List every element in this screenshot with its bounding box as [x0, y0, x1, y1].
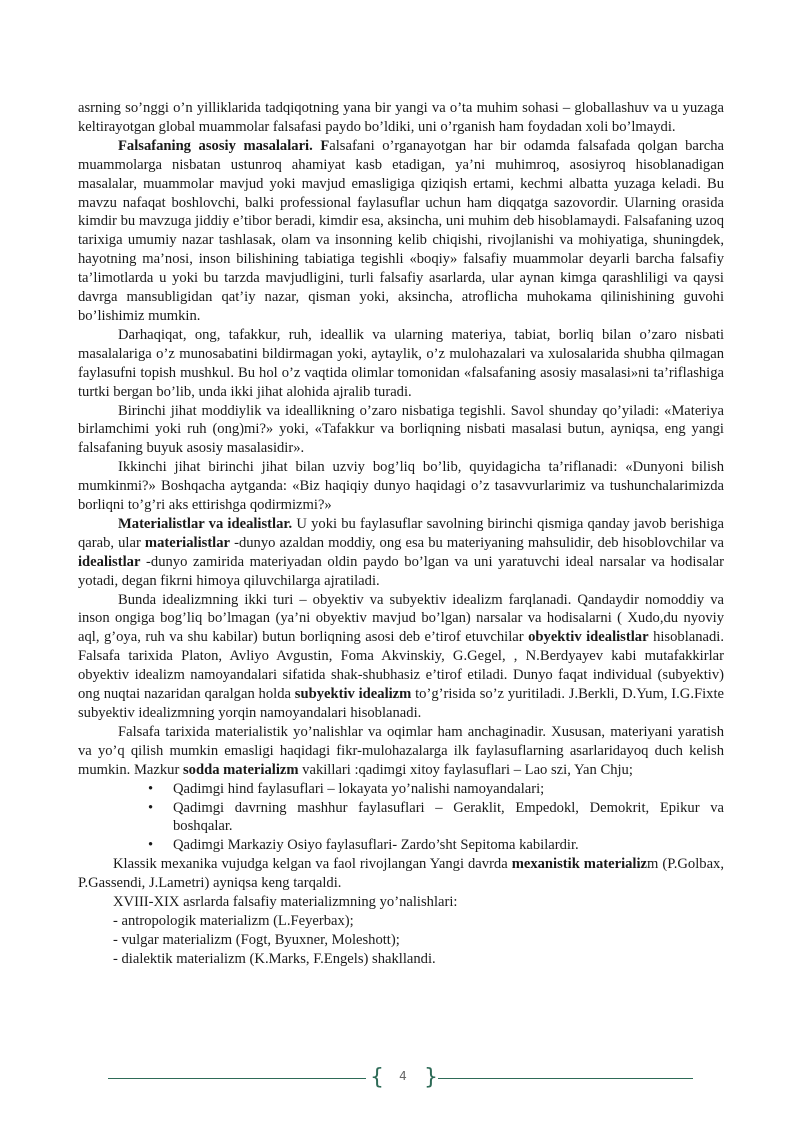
- paragraph-consciousness: Darhaqiqat, ong, tafakkur, ruh, ideallik va ularning materiya, tabiat, borliq bilan o’zaro nisbati masalalariga o’z munosabatini bildirmagan yoki, aytaylik, o’z mulohazalari va xulosalarida shubha qilmagan faylasufni topish mushkul. Bu hol o’z vaqtida olimlar tomonidan «falsafaning asosiy masalasi»ni ta’riflashiga turtki bergan bo’lib, unda ikki jihat alohida ajralib turadi.: [78, 326, 724, 400]
- paragraph-text: vakillari :qadimgi xitoy faylasuflari – Lao szi, Yan Chju;: [298, 761, 633, 778]
- term-idealists: idealistlar: [78, 553, 141, 570]
- list-item-text: Qadimgi hind faylasuflari – lokayata yo’nalishi namoyandalari;: [173, 780, 545, 797]
- paragraph-text: -dunyo zamirida materiyadan oldin paydo bo’lgan va uni yaratuvchi ideal narsalar va hodisalar yotadi, degan fikrni himoya qiluvchilarga ajratiladi.: [78, 553, 724, 589]
- list-item-text: Qadimgi davrning mashhur faylasuflari – Geraklit, Empedokl, Demokrit, Epikur va boshqalar.: [173, 799, 724, 835]
- paragraph-idealism-types: [78, 591, 724, 723]
- paragraph-text: to’g’risida so’z yuritiladi. J.Berkli, D.Yum, I.G.Fixte subyektiv idealizmning yorqin namoyandalari hisoblanadi.: [78, 686, 724, 721]
- dash-item: - vulgar materializm (Fogt, Byuxner, Moleshott);: [113, 931, 400, 948]
- paragraph-intro: asrning so’nggi o’n yilliklarida tadqiqotning yana bir yangi va o’ta muhim sohasi – globallashuv va u yuzaga keltirayotgan global muammolar falsafasi paydo bo’ldiki, uni o’rganish ham foydadan xoli bo’lmaydi.: [78, 100, 724, 135]
- paragraph-materialism-history: [78, 723, 724, 780]
- paragraph-text: hisoblanadi. Falsafa tarixida Platon, Avliyo Avgustin, Foma Akvinskiy, G.Gegel, , N.Berdyayev kabi mutafakkirlar obyektiv idealizm namoyandalari sifatida shak-shubhasiz e’tirof etiladi. Dunyo faqat individual (subyektiv) ong nuqtai nazaridan qaralgan holda: [78, 629, 724, 703]
- bullet-list: [78, 780, 724, 856]
- footer-rule-right: [438, 1078, 693, 1079]
- list-item: [148, 780, 724, 799]
- paragraph-materialists-idealists: [78, 515, 724, 591]
- document-body: [78, 99, 724, 969]
- paragraph-xviii-xix: XVIII-XIX asrlarda falsafiy materializmning yo’nalishlari:: [113, 894, 458, 911]
- term-subjective-idealism: subyektiv idealizm: [294, 686, 412, 703]
- term-mechanistic-materialism: mexanistik materializ: [511, 856, 648, 873]
- list-item: [148, 799, 724, 837]
- bullet-icon: •: [148, 780, 154, 797]
- paragraph-text: U yoki bu faylasuflar savolning birinchi qismiga qanday javob berishiga qarab, ular: [78, 515, 724, 551]
- list-item: [148, 836, 724, 855]
- page-number: 4: [399, 1069, 407, 1083]
- paragraph-first-aspect: Birinchi jihat moddiylik va ideallikning o’zaro nisbatiga tegishli. Savol shunday qo’yiladi: «Materiya birlamchimi yoki ruh (ong)mi?» yoki, «Tafakkur va borliqning nisbati masalasi butun, ayniqsa, eng yangi falsafaning buyuk asosiy masalasidir».: [78, 402, 724, 457]
- dash-item: - antropologik materializm (L.Feyerbax);: [113, 912, 354, 929]
- left-brace-icon: {: [370, 1065, 384, 1090]
- section-heading-materialists: Materialistlar va idealistlar.: [118, 515, 293, 532]
- section-heading-main-questions: Falsafaning asosiy masalalari. F: [118, 137, 330, 154]
- paragraph-text: -dunyo azaldan moddiy, ong esa bu materiyaning mahsulidir, deb hisoblovchilar va: [230, 534, 724, 551]
- term-materialists: materialistlar: [144, 534, 231, 551]
- term-objective-idealists: obyektiv idealistlar: [528, 629, 649, 646]
- paragraph-text: alsafani o’rganayotgan har bir odamda falsafada qolgan barcha muammolarga nisbatan ustunroq ahamiyat kasb etadigan, ya’ni muhimroq, asosiyroq hisoblanadigan masalalar, muammolar mavjud yoki mavjud emasligiga qiziqish ertami, kechmi albatta yuzaga keladi. Bu mavzu nafaqat boshlovchi, balki professional faylasuflar uchun ham diqqatga sazovordir. Ularning orasida kimdir bu mavzuga jiddiy e’tibor beradi, kimdir esa, aksincha, uni muhim deb hisoblamaydi. Falsafaning uzoq tarixiga umumiy nazar tashlasak, olam va insonning kelib chiqishi, rivojlanishi va mohiyatiga, shuningdek, hayotning ma’nosi, inson bilishining tabiatiga tegishli «boqiy» falsafiy muammolar deyarli barcha falsafiy ta’limotlarda u yoki bu tarzda mavjudligini, turli falsafiy asarlarda, ular aynan kimga qarashliligi va qaysi davrga mansubligidan qat’iy nazar, qisman yoki, aksincha, atroflicha muhokama qilinishining guvohi bo’lishimiz mumkin.: [78, 137, 724, 324]
- bullet-icon: •: [148, 799, 154, 816]
- bullet-icon: •: [148, 837, 154, 854]
- paragraph-main-questions: [78, 137, 724, 326]
- paragraph-text: m (P.Golbax, P.Gassendi, J.Lametri) ayniqsa keng tarqaldi.: [78, 856, 724, 892]
- dash-item: - dialektik materializm (K.Marks, F.Engels) shakllandi.: [113, 950, 436, 967]
- page-footer: [108, 1063, 693, 1093]
- paragraph-second-aspect: Ikkinchi jihat birinchi jihat bilan uzviy bog’liq bo’lib, quyidagicha ta’riflanadi: «Dunyoni bilish mumkinmi?» Boshqacha aytganda: «Biz haqiqiy dunyo haqidagi o’z tasavvurlarimiz va tushunchalarimizda borliqni to’g’ri aks ettirishga qodirmizmi?»: [78, 459, 724, 514]
- footer-rule-left: [108, 1078, 366, 1079]
- paragraph-text: Klassik mexanika vujudga kelgan va faol rivojlangan Yangi davrda: [113, 856, 512, 873]
- paragraph-text: Falsafa tarixida materialistik yo’nalishlar va oqimlar ham anchaginadir. Xususan, materiyani yaratish va yo’q qilish mumkin emasligi haqidagi fikr-mulohazalarga ilk faylasuflarning asarlaridayoq duch kelish mumkin. Mazkur: [78, 723, 724, 778]
- list-item-text: Qadimgi Markaziy Osiyo faylasuflari- Zardo’sht Sepitoma kabilardir.: [173, 837, 579, 854]
- paragraph-text: Bunda idealizmning ikki turi – obyektiv va subyektiv idealizm farqlanadi. Qandaydir nomoddiy va inson ongiga bog’liq bo’lmagan (ya’ni obyektiv mavjud bo’lgan) narsalar va hodisalarni ( Xudo,du nyoviy aql, g’oya, ruh va shu kabilar) butun borliqning asosi deb e’tirof etuvchilar: [78, 591, 724, 646]
- paragraph-mechanistic: [78, 855, 724, 893]
- right-brace-icon: }: [424, 1065, 438, 1090]
- term-naive-materialism: sodda materializm: [182, 761, 299, 778]
